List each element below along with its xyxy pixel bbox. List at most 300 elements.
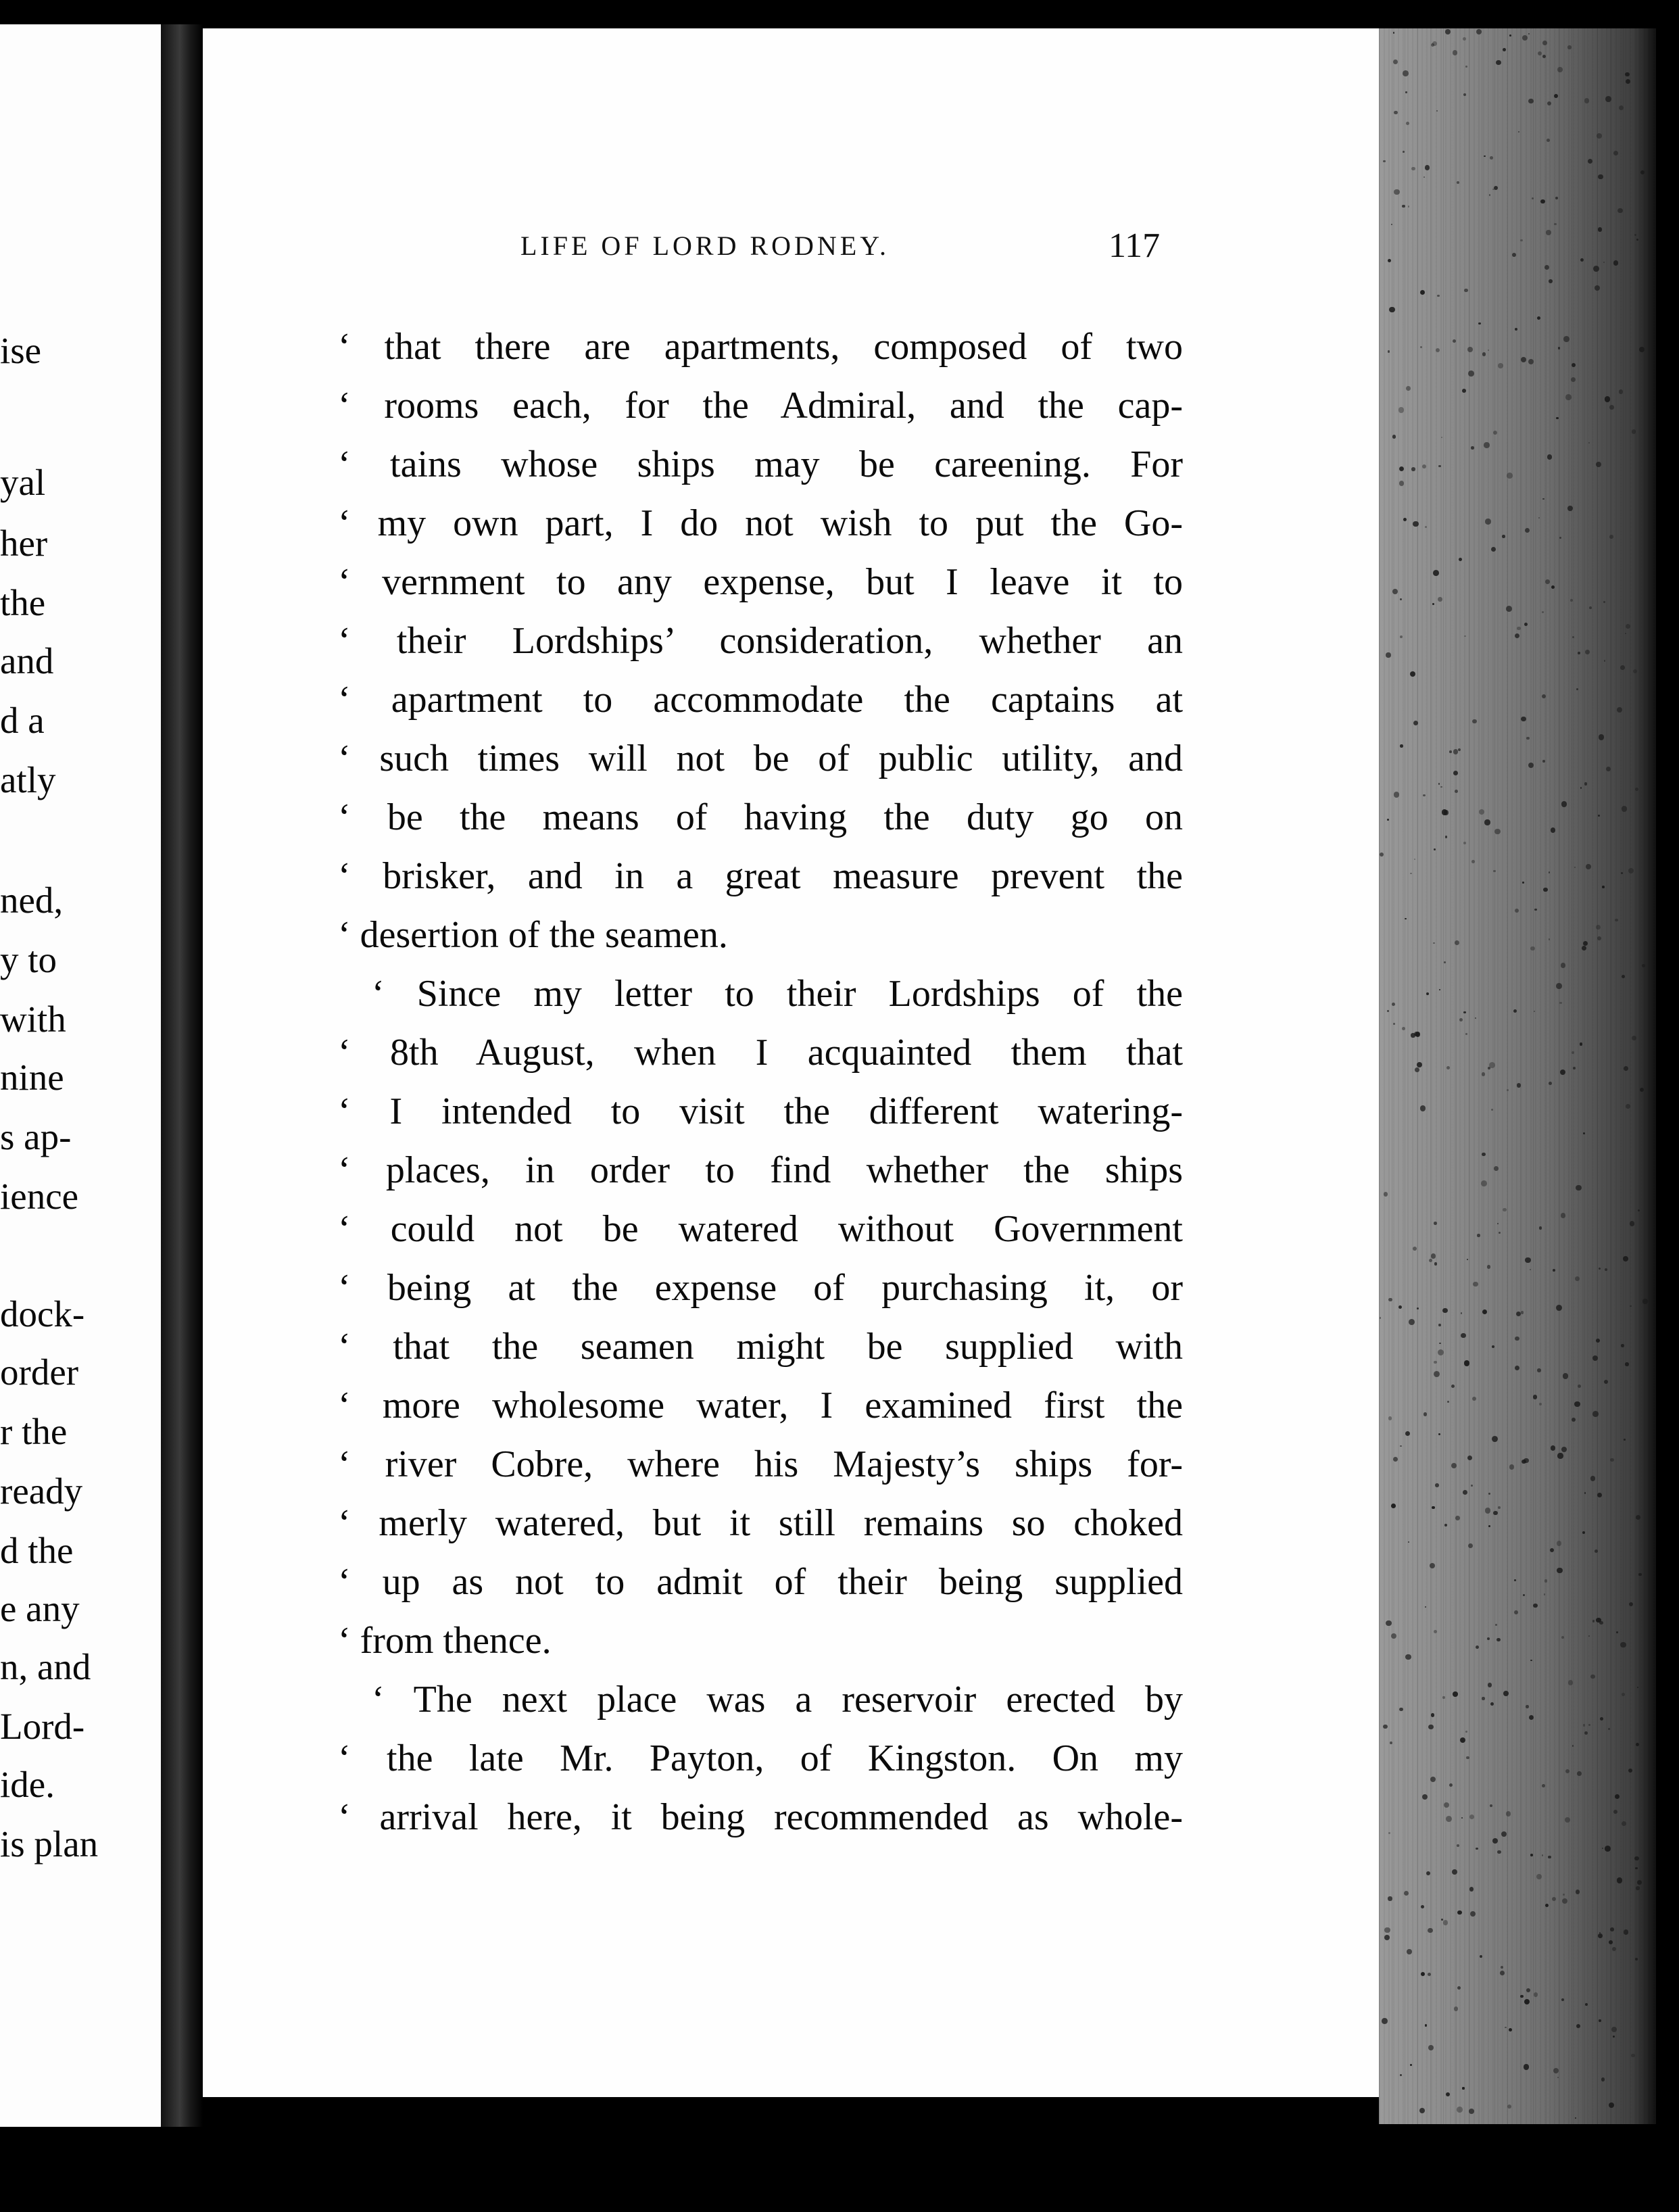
foxing-speck: [1383, 1725, 1387, 1729]
foxing-speck: [1635, 788, 1638, 791]
foxing-speck: [1471, 446, 1474, 449]
foxing-speck: [1637, 1687, 1638, 1688]
foxing-speck: [1609, 535, 1613, 539]
foxing-speck: [1501, 1966, 1503, 1969]
foxing-speck: [1544, 1593, 1546, 1595]
foxing-speck: [1420, 1105, 1426, 1111]
foxing-speck: [1399, 481, 1405, 486]
foxing-speck: [1525, 528, 1530, 533]
foxing-speck: [1392, 435, 1396, 438]
foxing-speck: [1631, 2054, 1635, 2058]
foxing-speck: [1479, 809, 1484, 815]
foxing-speck: [1462, 389, 1466, 393]
foxing-speck: [1562, 1898, 1567, 1904]
foxing-speck: [1455, 1516, 1460, 1520]
foxing-speck: [1565, 1817, 1570, 1823]
foxing-speck: [1411, 467, 1415, 471]
foxing-speck: [1580, 1042, 1582, 1045]
foxing-speck: [1434, 1630, 1437, 1633]
foxing-speck: [1430, 1563, 1435, 1568]
foxing-speck: [1557, 67, 1563, 72]
foxing-speck: [1388, 1298, 1392, 1301]
left-page-fragment: n, and: [0, 1646, 91, 1687]
foxing-speck: [1609, 1940, 1613, 1944]
foxing-speck: [1410, 671, 1415, 677]
foxing-speck: [1386, 652, 1390, 657]
foxing-speck: [1405, 918, 1407, 920]
foxing-speck: [1425, 1606, 1426, 1608]
foxing-speck: [1628, 1769, 1632, 1773]
foxing-speck: [1521, 1311, 1524, 1314]
foxing-speck: [1471, 860, 1475, 863]
foxing-speck: [1640, 1088, 1644, 1092]
text-line: ‘ their Lordships’ consideration, whether an: [338, 620, 1183, 662]
foxing-speck: [1437, 295, 1439, 297]
foxing-speck: [1635, 1958, 1638, 1961]
foxing-speck: [1603, 601, 1605, 603]
foxing-speck: [1550, 1548, 1554, 1552]
foxing-speck: [1391, 1504, 1396, 1508]
foxing-speck: [1428, 1928, 1433, 1933]
foxing-speck: [1509, 1464, 1514, 1469]
foxing-speck: [1440, 786, 1442, 788]
foxing-speck: [1561, 801, 1567, 807]
foxing-speck: [1490, 156, 1493, 160]
foxing-speck: [1621, 1344, 1624, 1347]
foxing-speck: [1639, 347, 1645, 352]
text-line: ‘ my own part, I do not wish to put the Go-: [338, 502, 1183, 544]
foxing-speck: [1528, 763, 1534, 768]
foxing-speck: [1455, 940, 1459, 945]
foxing-speck: [1613, 2036, 1615, 2038]
text-line: ‘ more wholesome water, I examined first the: [338, 1385, 1183, 1426]
foxing-speck: [1420, 290, 1425, 295]
foxing-speck: [1512, 253, 1516, 257]
foxing-speck: [1507, 2105, 1511, 2109]
foxing-speck: [1451, 1463, 1457, 1468]
foxing-speck: [1636, 1743, 1639, 1746]
foxing-speck: [1484, 155, 1485, 157]
foxing-speck: [1584, 782, 1588, 786]
foxing-speck: [1528, 359, 1534, 364]
foxing-speck: [1386, 1620, 1392, 1627]
foxing-speck: [1442, 1308, 1448, 1314]
foxing-speck: [1626, 624, 1630, 629]
foxing-speck: [1542, 1784, 1545, 1787]
foxing-speck: [1630, 1221, 1634, 1226]
foxing-speck: [1561, 1213, 1566, 1218]
foxing-speck: [1617, 1877, 1622, 1883]
foxing-speck: [1453, 50, 1457, 55]
foxing-speck: [1393, 32, 1395, 34]
left-page-fragment: ience: [0, 1176, 79, 1217]
text-line: ‘ up as not to admit of their being supplied: [338, 1561, 1183, 1603]
foxing-speck: [1484, 442, 1489, 448]
foxing-speck: [1463, 93, 1466, 96]
foxing-speck: [1457, 1986, 1461, 1990]
foxing-speck: [1417, 1062, 1422, 1067]
foxing-speck: [1466, 1756, 1469, 1760]
foxing-speck: [1596, 925, 1601, 930]
foxing-speck: [1488, 1493, 1490, 1495]
foxing-speck: [1617, 208, 1623, 214]
foxing-speck: [1598, 174, 1603, 179]
foxing-speck: [1574, 867, 1576, 868]
book-fore-edge: [1379, 28, 1656, 2124]
foxing-speck: [1548, 1856, 1551, 1858]
foxing-speck: [1403, 151, 1405, 153]
foxing-speck: [1557, 2077, 1559, 2078]
foxing-speck: [1462, 2087, 1464, 2089]
foxing-speck: [1549, 871, 1551, 873]
foxing-speck: [1482, 352, 1486, 356]
foxing-speck: [1505, 2027, 1506, 2028]
foxing-speck: [1413, 721, 1418, 725]
foxing-speck: [1621, 872, 1623, 874]
foxing-speck: [1391, 224, 1392, 225]
foxing-speck: [1463, 1011, 1465, 1013]
foxing-speck: [1584, 1492, 1586, 1493]
foxing-speck: [1606, 767, 1611, 771]
foxing-speck: [1388, 1416, 1392, 1420]
foxing-speck: [1534, 1992, 1538, 1997]
foxing-speck: [1547, 139, 1550, 142]
foxing-speck: [1619, 105, 1624, 110]
foxing-speck: [1596, 1339, 1600, 1343]
foxing-speck: [1405, 1431, 1410, 1436]
foxing-speck: [1435, 1483, 1439, 1487]
foxing-speck: [1422, 1794, 1428, 1800]
foxing-speck: [1449, 750, 1452, 753]
foxing-speck: [1626, 79, 1630, 84]
foxing-speck: [1406, 122, 1409, 125]
foxing-speck: [1598, 227, 1602, 231]
text-line: ‘ desertion of the seamen.: [338, 914, 728, 956]
foxing-speck: [1465, 1731, 1467, 1733]
foxing-speck: [1399, 466, 1404, 471]
foxing-speck: [1547, 454, 1552, 459]
text-line: ‘ vernment to any expense, but I leave it to: [338, 561, 1183, 603]
foxing-speck: [1592, 1620, 1595, 1622]
foxing-speck: [1425, 165, 1430, 170]
foxing-speck: [1516, 1312, 1521, 1316]
foxing-speck: [1576, 688, 1578, 690]
foxing-speck: [1642, 964, 1645, 967]
foxing-speck: [1526, 737, 1530, 740]
foxing-speck: [1638, 1209, 1640, 1211]
foxing-speck: [1482, 1153, 1485, 1156]
foxing-speck: [1595, 285, 1600, 291]
foxing-speck: [1478, 322, 1480, 324]
text-line: ‘ 8th August, when I acquainted them that: [338, 1032, 1183, 1074]
foxing-speck: [1400, 598, 1402, 600]
foxing-speck: [1446, 2092, 1450, 2096]
foxing-speck: [1514, 1610, 1518, 1614]
foxing-speck: [1493, 870, 1495, 872]
foxing-speck: [1383, 160, 1386, 163]
left-page-fragment: and: [0, 640, 54, 681]
foxing-speck: [1556, 1305, 1562, 1311]
left-page-fragment: ned,: [0, 880, 64, 921]
foxing-speck: [1623, 1256, 1628, 1261]
foxing-speck: [1575, 2117, 1576, 2119]
foxing-speck: [1567, 506, 1573, 511]
foxing-speck: [1582, 1531, 1585, 1534]
left-page-fragment: her: [0, 523, 48, 564]
foxing-speck: [1572, 1745, 1574, 1747]
foxing-speck: [1561, 1447, 1567, 1452]
foxing-speck: [1446, 1816, 1452, 1822]
foxing-speck: [1488, 1683, 1492, 1687]
foxing-speck: [1640, 170, 1645, 174]
left-page-fragment: y to: [0, 939, 57, 980]
foxing-speck: [1624, 1929, 1629, 1935]
foxing-speck: [1595, 1549, 1598, 1553]
foxing-speck: [1515, 633, 1519, 638]
foxing-speck: [1502, 535, 1505, 538]
foxing-speck: [1544, 265, 1550, 270]
foxing-speck: [1507, 473, 1513, 479]
left-page-fragment: s ap-: [0, 1116, 72, 1157]
foxing-speck: [1622, 1821, 1626, 1826]
foxing-speck: [1400, 1445, 1401, 1447]
left-page-fragment: dock-: [0, 1293, 85, 1335]
foxing-speck: [1598, 1933, 1603, 1938]
foxing-speck: [1433, 942, 1435, 944]
body-text: [338, 318, 1183, 1847]
foxing-speck: [1637, 1880, 1642, 1885]
foxing-speck: [1402, 1027, 1405, 1030]
foxing-speck: [1394, 792, 1399, 797]
foxing-speck: [1529, 1715, 1534, 1720]
foxing-speck: [1522, 1460, 1526, 1464]
foxing-speck: [1588, 442, 1590, 443]
foxing-speck: [1528, 99, 1533, 103]
foxing-speck: [1530, 1269, 1531, 1270]
foxing-speck: [1436, 348, 1440, 353]
foxing-speck: [1459, 1018, 1463, 1021]
foxing-speck: [1515, 328, 1518, 331]
foxing-speck: [1605, 1268, 1607, 1271]
foxing-speck: [1408, 206, 1410, 208]
foxing-speck: [1392, 1003, 1395, 1006]
foxing-speck: [1536, 1874, 1542, 1879]
foxing-speck: [1403, 518, 1407, 521]
foxing-speck: [1642, 1299, 1648, 1304]
foxing-speck: [1572, 1051, 1574, 1054]
book-gutter: [161, 24, 203, 2127]
foxing-speck: [1428, 1725, 1433, 1729]
foxing-speck: [1384, 1935, 1390, 1940]
foxing-speck: [1610, 1927, 1614, 1931]
foxing-speck: [1576, 2024, 1581, 2029]
foxing-speck: [1429, 1259, 1432, 1262]
text-line: ‘ brisker, and in a great measure prevent the: [338, 855, 1183, 897]
foxing-speck: [1559, 537, 1561, 539]
foxing-speck: [1636, 239, 1638, 241]
foxing-speck: [1490, 1702, 1494, 1706]
text-line: ‘ merly watered, but it still remains so choked: [338, 1502, 1183, 1544]
foxing-speck: [1517, 627, 1521, 631]
page-number: 117: [1109, 226, 1161, 265]
foxing-speck: [1534, 909, 1537, 911]
foxing-speck: [1628, 868, 1634, 873]
foxing-speck: [1610, 1458, 1613, 1462]
foxing-speck: [1481, 1180, 1487, 1186]
foxing-speck: [1577, 1771, 1582, 1776]
foxing-speck: [1599, 734, 1604, 740]
foxing-speck: [1592, 1355, 1598, 1361]
foxing-speck: [1467, 1456, 1472, 1460]
left-facing-page: [0, 24, 161, 2127]
foxing-speck: [1410, 2064, 1412, 2066]
foxing-speck: [1617, 707, 1622, 713]
foxing-speck: [1520, 1995, 1523, 1998]
foxing-speck: [1444, 1524, 1447, 1526]
foxing-speck: [1604, 660, 1606, 662]
foxing-speck: [1563, 1894, 1565, 1896]
foxing-speck: [1400, 635, 1403, 638]
foxing-speck: [1561, 1998, 1564, 2001]
foxing-speck: [1438, 1433, 1440, 1435]
left-page-fragment: d the: [0, 1530, 74, 1571]
foxing-speck: [1638, 1573, 1642, 1577]
left-page-fragment: Lord-: [0, 1706, 85, 1747]
foxing-speck: [1402, 205, 1405, 208]
foxing-speck: [1472, 1397, 1476, 1401]
foxing-speck: [1526, 1705, 1529, 1708]
foxing-speck: [1537, 316, 1540, 320]
foxing-speck: [1549, 938, 1550, 940]
foxing-speck: [1593, 266, 1599, 272]
foxing-speck: [1492, 1436, 1498, 1442]
foxing-speck: [1513, 1009, 1517, 1013]
foxing-speck: [1380, 1317, 1382, 1319]
foxing-speck: [1592, 1411, 1599, 1417]
foxing-speck: [1488, 1525, 1490, 1527]
left-page-fragment: ide.: [0, 1764, 55, 1805]
text-line: ‘ places, in order to find whether the ships: [338, 1149, 1183, 1191]
foxing-speck: [1542, 498, 1544, 500]
foxing-speck: [1528, 33, 1530, 34]
text-line: ‘ that the seamen might be supplied with: [338, 1326, 1183, 1368]
left-page-fragment: e any: [0, 1588, 80, 1629]
foxing-speck: [1578, 1385, 1581, 1388]
foxing-speck: [1467, 347, 1473, 352]
foxing-speck: [1515, 909, 1519, 913]
foxing-speck: [1476, 1645, 1479, 1649]
foxing-speck: [1492, 189, 1494, 191]
foxing-speck: [1605, 1846, 1611, 1852]
text-line: ‘ be the means of having the duty go on: [338, 796, 1183, 838]
foxing-speck: [1568, 1680, 1574, 1685]
foxing-speck: [1506, 606, 1512, 612]
foxing-speck: [1572, 636, 1574, 638]
foxing-speck: [1434, 1371, 1440, 1377]
foxing-speck: [1597, 1493, 1602, 1497]
foxing-speck: [1422, 464, 1426, 468]
foxing-speck: [1546, 230, 1551, 235]
foxing-speck: [1491, 547, 1496, 552]
foxing-speck: [1438, 1324, 1441, 1326]
foxing-speck: [1632, 1036, 1636, 1040]
foxing-speck: [1414, 859, 1415, 860]
foxing-speck: [1590, 1476, 1596, 1481]
foxing-speck: [1411, 1033, 1415, 1037]
foxing-speck: [1549, 279, 1553, 283]
foxing-speck: [1469, 1814, 1474, 1819]
foxing-speck: [1461, 1333, 1465, 1338]
foxing-speck: [1405, 91, 1407, 93]
foxing-speck: [1596, 462, 1601, 467]
foxing-speck: [1507, 1089, 1509, 1091]
foxing-speck: [1407, 1949, 1412, 1954]
foxing-speck: [1624, 1066, 1628, 1071]
foxing-speck: [1384, 1192, 1388, 1196]
foxing-speck: [1426, 992, 1429, 995]
left-page-fragment: atly: [0, 759, 56, 800]
foxing-speck: [1615, 1794, 1620, 1799]
foxing-speck: [1485, 519, 1490, 524]
foxing-speck: [1406, 386, 1411, 391]
foxing-speck: [1506, 1811, 1511, 1817]
foxing-speck: [1457, 181, 1459, 184]
foxing-speck: [1444, 1802, 1449, 1808]
foxing-speck: [1434, 1361, 1436, 1364]
foxing-speck: [1578, 652, 1580, 654]
foxing-speck: [1442, 809, 1447, 815]
foxing-speck: [1484, 819, 1490, 825]
foxing-speck: [1410, 873, 1412, 875]
foxing-speck: [1472, 719, 1476, 723]
foxing-speck: [1538, 51, 1542, 55]
foxing-speck: [1446, 1066, 1450, 1069]
foxing-speck: [1625, 1362, 1628, 1366]
foxing-speck: [1389, 307, 1395, 313]
foxing-speck: [1572, 363, 1576, 367]
foxing-speck: [1471, 1485, 1473, 1487]
foxing-speck: [1428, 1973, 1431, 1976]
foxing-speck: [1599, 1621, 1603, 1625]
foxing-speck: [1380, 852, 1384, 857]
foxing-speck: [1400, 744, 1403, 748]
foxing-speck: [1480, 1955, 1483, 1958]
foxing-speck: [1463, 1490, 1467, 1495]
foxing-speck: [1438, 1349, 1444, 1355]
foxing-speck: [1421, 1905, 1424, 1908]
left-page-fragment: ready: [0, 1470, 83, 1512]
foxing-speck: [1605, 96, 1611, 102]
foxing-speck: [1493, 431, 1497, 435]
running-head: LIFE OF LORD RODNEY.: [520, 231, 890, 261]
foxing-speck: [1434, 1262, 1437, 1265]
foxing-speck: [1558, 347, 1561, 350]
foxing-speck: [1443, 1920, 1449, 1925]
foxing-speck: [1554, 223, 1557, 226]
foxing-speck: [1622, 975, 1625, 978]
foxing-speck: [1434, 1222, 1437, 1225]
foxing-speck: [1539, 1226, 1542, 1229]
foxing-speck: [1432, 41, 1437, 46]
foxing-speck: [1498, 363, 1503, 368]
foxing-speck: [1470, 1911, 1476, 1917]
foxing-speck: [1413, 521, 1418, 527]
foxing-speck: [1557, 1453, 1563, 1458]
foxing-speck: [1520, 239, 1522, 241]
foxing-speck: [1580, 787, 1582, 788]
foxing-speck: [1503, 1691, 1509, 1696]
left-page-fragment: is plan: [0, 1823, 99, 1865]
